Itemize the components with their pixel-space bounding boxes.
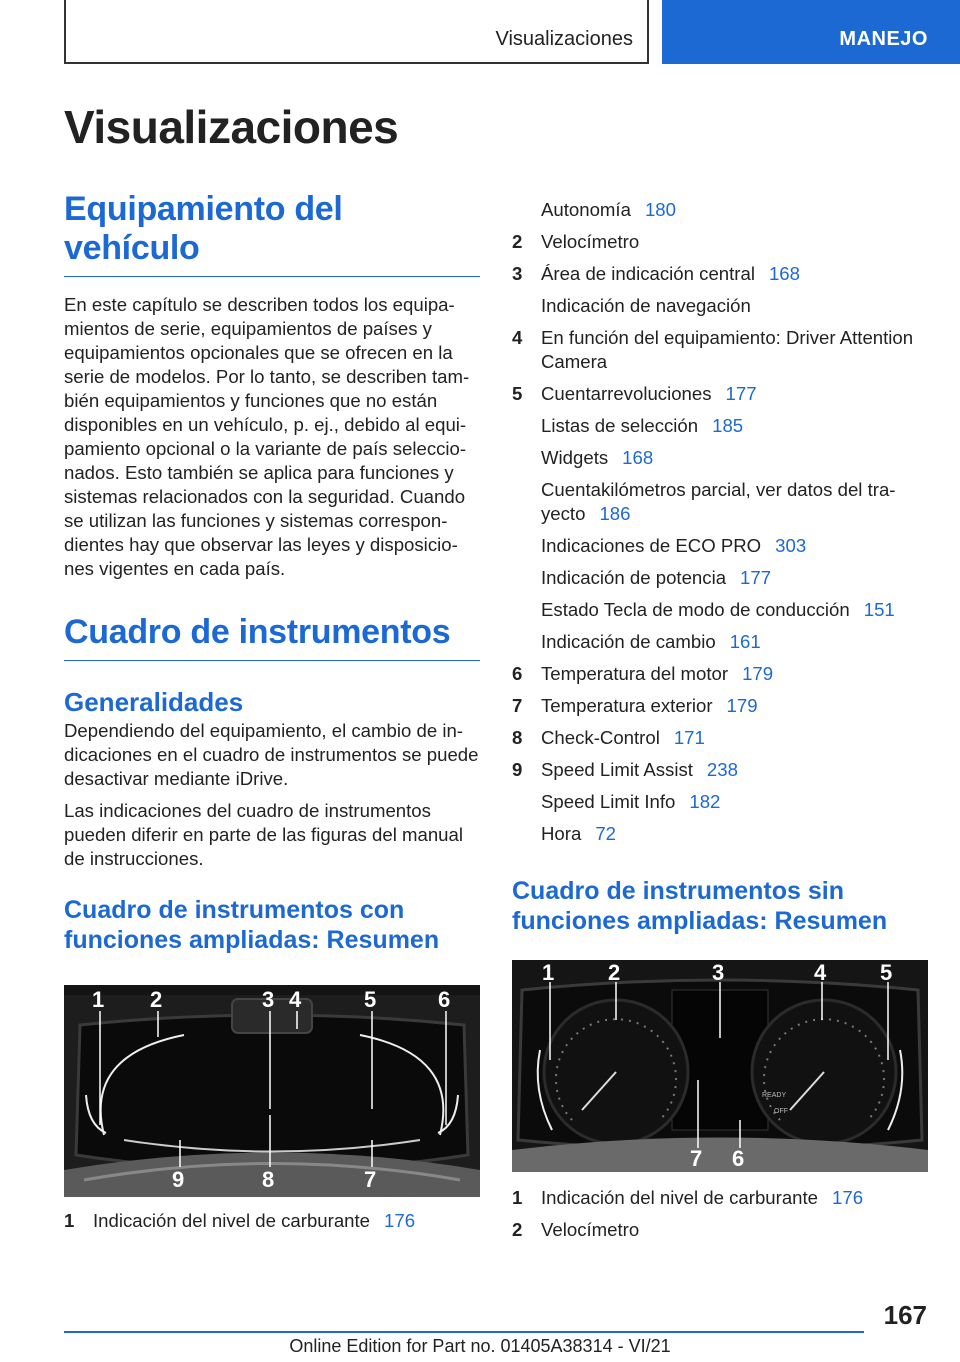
item-text: [541, 262, 928, 286]
item-text: [541, 598, 928, 622]
page-reference-link[interactable]: 182: [689, 791, 721, 812]
list-item: [512, 822, 928, 846]
list-item: [512, 198, 928, 222]
item-text: [541, 726, 928, 750]
item-label: Hora: [541, 823, 582, 844]
item-number: 2: [512, 231, 523, 252]
heading-equipamiento: Equipamiento del vehículo: [64, 190, 480, 277]
item-text: [541, 694, 928, 718]
item-text: [541, 630, 928, 654]
list-item: [512, 726, 928, 750]
item-label: Speed Limit Info: [541, 791, 676, 812]
item-number: 8: [512, 727, 523, 748]
list-item: [512, 382, 928, 406]
callout-2: 2: [608, 960, 621, 985]
item-number: 2: [512, 1219, 523, 1240]
header-chapter-tab[interactable]: [662, 0, 960, 64]
list-item: [512, 630, 928, 654]
list-item: [512, 1218, 928, 1242]
item-number: 3: [512, 263, 523, 284]
page-reference-link[interactable]: 168: [768, 263, 800, 284]
page-title: Visualizaciones: [64, 101, 399, 153]
item-text: [541, 534, 928, 558]
item-label: Widgets: [541, 447, 609, 468]
page-number: 167: [883, 1300, 927, 1330]
item-label: Velocímetro: [541, 231, 640, 252]
item-number: [512, 790, 541, 814]
page-reference-link[interactable]: 176: [384, 1210, 416, 1231]
item-text: [541, 230, 928, 254]
item-text: [541, 758, 928, 782]
footer-edition: Online Edition for Part no. 01405A38314 - VI/21: [289, 1336, 671, 1356]
item-text: [541, 414, 928, 438]
callout-3: 3: [262, 987, 275, 1012]
item-text: [541, 662, 928, 686]
item-label: Área de indicación central: [541, 263, 755, 284]
item-number: [512, 478, 541, 526]
left-column: [64, 190, 480, 1241]
callout-5: 5: [880, 960, 893, 985]
list-item: [512, 294, 928, 318]
item-text: [541, 198, 928, 222]
callout-7: 7: [364, 1167, 377, 1192]
item-text: [541, 478, 928, 526]
callout-1: 1: [92, 987, 105, 1012]
heading-cuadro-sin-funciones: Cuadro de instrumentos sin funciones ampliadas: Resumen: [512, 877, 888, 935]
item-number: [512, 566, 541, 590]
callout-8: 8: [262, 1167, 275, 1192]
list-item: [512, 534, 928, 558]
footer-divider: [64, 1331, 864, 1333]
list-item: [512, 230, 928, 254]
item-number: 6: [512, 663, 523, 684]
page-reference-link[interactable]: 186: [599, 503, 631, 524]
gauge-label-ready: READY: [762, 1092, 787, 1099]
item-text: [541, 566, 928, 590]
item-number: [512, 414, 541, 438]
right-column: [512, 198, 928, 1250]
list-item: [512, 598, 928, 622]
list-item: [512, 566, 928, 590]
item-label: Velocímetro: [541, 1219, 640, 1240]
list-item: [512, 326, 928, 374]
item-number: [512, 534, 541, 558]
item-label: Indicación de cambio: [541, 631, 716, 652]
item-number: [512, 822, 541, 846]
header-section-label: Visualizaciones: [495, 28, 633, 50]
item-text: [541, 822, 928, 846]
paragraph-generalidades-1: Dependiendo del equipamiento, el cambio de in-dicaciones en el cuadro de instrumentos se puede desactivar mediante iDrive.: [64, 720, 479, 789]
item-label: Temperatura exterior: [541, 695, 713, 716]
callout-5: 5: [364, 987, 377, 1012]
item-text: [541, 326, 928, 374]
list-item: [512, 446, 928, 470]
heading-cuadro-con-funciones: Cuadro de instrumentos con funciones ampliadas: Resumen: [64, 896, 440, 954]
feature-list-basic: [512, 1186, 928, 1242]
item-number: [512, 446, 541, 470]
list-item: [512, 662, 928, 686]
paragraph-generalidades-2: Las indicaciones del cuadro de instrumentos pueden diferir en parte de las figuras del manual de instrucciones.: [64, 800, 463, 869]
item-text: [541, 446, 928, 470]
callout-4: 4: [814, 960, 827, 985]
item-label: Indicación del nivel de carburante: [93, 1210, 371, 1231]
item-text: [541, 1218, 928, 1242]
list-item: [512, 758, 928, 782]
page-reference-link[interactable]: 161: [729, 631, 761, 652]
item-number: [512, 630, 541, 654]
heading-generalidades: Generalidades: [64, 687, 244, 717]
item-label: Estado Tecla de modo de conducción: [541, 599, 850, 620]
page-reference-link[interactable]: 176: [832, 1187, 864, 1208]
item-label: Indicación del nivel de carburante: [541, 1187, 819, 1208]
page-reference-link[interactable]: 180: [644, 199, 676, 220]
item-text: [541, 790, 928, 814]
heading-cuadro-instrumentos: Cuadro de instrumentos: [64, 613, 480, 661]
page-reference-link[interactable]: 177: [725, 383, 757, 404]
item-number: 7: [512, 695, 523, 716]
item-label: Indicaciones de ECO PRO: [541, 535, 762, 556]
paragraph-equipamiento: En este capítulo se describen todos los equipa-mientos de serie, equipamientos de países y equipamientos opcionales que se ofrecen en la serie de modelos. Por lo tanto, se describen tam-bién equipamientos y funciones que no están disponibles en un vehículo, p. ej., debido al equi-pamiento opcional o la variante de país seleccio-nados. Esto también se aplica para funciones y sistemas relacionados con la seguridad. Cuando se utilizan las funciones y sistemas correspon-dientes hay que observar las leyes y disposicio-nes vigentes en cada país.: [64, 294, 470, 579]
item-label: Temperatura del motor: [541, 663, 729, 684]
item-number: 1: [512, 1187, 523, 1208]
callout-3: 3: [712, 960, 725, 985]
list-item: [512, 414, 928, 438]
item-label: Cuentakilómetros parcial, ver datos del tra-yecto: [541, 479, 896, 524]
page-reference-link[interactable]: 179: [742, 663, 774, 684]
callout-1: 1: [542, 960, 555, 985]
page-reference-link[interactable]: 72: [595, 823, 616, 844]
cluster-basic-illustration: [512, 960, 928, 1172]
item-number: 4: [512, 327, 523, 348]
callout-9: 9: [172, 1167, 185, 1192]
callout-7: 7: [690, 1146, 703, 1171]
item-label: En función del equipamiento: Driver Attention Camera: [541, 327, 914, 372]
page-reference-link[interactable]: 303: [775, 535, 807, 556]
list-item: [512, 1186, 928, 1210]
item-label: Listas de selección: [541, 415, 699, 436]
header-chapter-label: MANEJO: [839, 28, 928, 50]
item-number: [512, 294, 541, 318]
item-label: Check-Control: [541, 727, 660, 748]
page-reference-link[interactable]: 171: [673, 727, 705, 748]
page-reference-link[interactable]: 177: [740, 567, 772, 588]
item-number: 9: [512, 759, 523, 780]
item-text: [541, 294, 928, 318]
gauge-label-off: OFF: [774, 1108, 788, 1115]
item-number: 1: [64, 1210, 75, 1231]
list-item: [512, 478, 928, 526]
item-label: Indicación de navegación: [541, 295, 751, 316]
item-number: [512, 198, 541, 222]
list-item-fuel-level: [64, 1209, 480, 1233]
list-item: [512, 694, 928, 718]
list-item: [512, 262, 928, 286]
list-item: [512, 790, 928, 814]
item-label: Autonomía: [541, 199, 631, 220]
callout-4: 4: [289, 987, 302, 1012]
page-reference-link[interactable]: 179: [726, 695, 758, 716]
item-label: Indicación de potencia: [541, 567, 727, 588]
item-text: [93, 1209, 480, 1233]
header-section-box: [64, 0, 649, 64]
callout-2: 2: [150, 987, 163, 1012]
item-number: 5: [512, 383, 523, 404]
item-label: Cuentarrevoluciones: [541, 383, 712, 404]
page-reference-link[interactable]: 185: [712, 415, 744, 436]
page-reference-link[interactable]: 168: [622, 447, 654, 468]
callout-6: 6: [732, 1146, 745, 1171]
item-text: [541, 382, 928, 406]
page-reference-link[interactable]: 238: [706, 759, 738, 780]
item-number: [512, 598, 541, 622]
item-label: Speed Limit Assist: [541, 759, 693, 780]
cluster-extended-illustration: [64, 985, 480, 1197]
item-text: [541, 1186, 928, 1210]
callout-6: 6: [438, 987, 451, 1012]
figure-cluster-basic: [512, 960, 928, 1172]
page-reference-link[interactable]: 151: [863, 599, 895, 620]
feature-list: [512, 198, 928, 846]
figure-cluster-extended: [64, 985, 480, 1197]
